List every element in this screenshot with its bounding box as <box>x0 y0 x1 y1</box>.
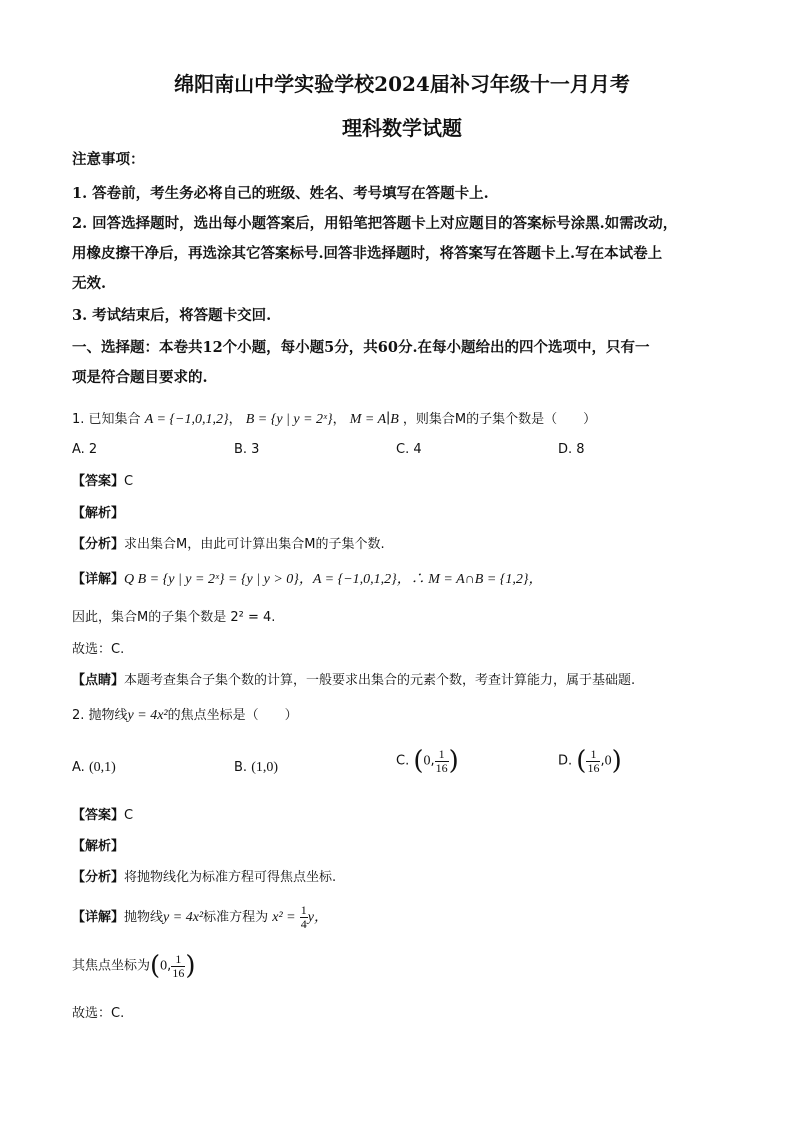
notice-item-1: 1. 答卷前，考生务必将自己的班级、姓名、考号填写在答题卡上. <box>72 185 489 202</box>
q2-focus-fraction <box>171 953 185 980</box>
q2-option-d-den: 16 <box>587 760 600 775</box>
q2-suffix: 的焦点坐标是（ ） <box>167 708 298 723</box>
q2-answer-tag: 【答案】 <box>72 808 125 823</box>
q2-fenxi: 将抛物线化为标准方程可得焦点坐标. <box>124 870 337 885</box>
q1-choose: 故选：C. <box>72 642 125 657</box>
q1-answer-line <box>72 472 732 492</box>
q1-prefix: 1. 已知集合 <box>72 412 141 427</box>
q2-option-c: C. (0, $\frac{1}{16}$ ) <box>396 746 459 776</box>
q2-answer: C <box>124 808 134 823</box>
q1-option-a: A. 2 <box>72 442 98 457</box>
q2-stem <box>72 706 732 726</box>
notice-heading: 注意事项： <box>72 151 145 168</box>
q2-option-d-num: 1 <box>586 748 600 762</box>
section-heading-1: 一、选择题：本卷共12个小题，每小题5分，共60分.在每小题给出的四个选项中，只有一 <box>72 339 650 356</box>
q2-detail-eq: y = 4x² <box>163 910 204 925</box>
q2-focus-line: 其焦点坐标为(0, $\frac{1}{16}$ ) <box>72 951 196 981</box>
q2-option-c-lparen: ( <box>413 746 424 776</box>
q2-option-c-num: 1 <box>435 748 449 762</box>
q2-fenxi-tag: 【分析】 <box>72 870 125 885</box>
q1-option-d: D. 8 <box>558 442 585 457</box>
q2-option-b-label: B. <box>234 760 248 775</box>
q2-option-c-den: 16 <box>435 760 448 775</box>
q1-detail: Q B = {y | y = 2ˣ} = {y | y > 0}，A = {−1,0,1,2}，∴ M = A∩B = {1,2}， <box>124 572 543 587</box>
q1-fenxi-line <box>72 535 732 555</box>
q2-option-d-lparen: ( <box>576 746 587 776</box>
q2-answer-line <box>72 806 732 826</box>
q1-dianjing: 本题考查集合子集个数的计算，一般要求出集合的元素个数，考查计算能力，属于基础题. <box>124 673 636 688</box>
q1-option-b: B. 3 <box>234 442 260 457</box>
notice-item-2a: 2. 回答选择题时，选出每小题答案后，用铅笔把答题卡上对应题目的答案标号涂黑.如需改动， <box>72 215 678 232</box>
q2-option-c-zero: 0 <box>423 753 431 769</box>
q2-option-b-value: (1,0) <box>251 760 279 775</box>
q1-conclusion: 因此，集合M的子集个数是 2² = 4. <box>72 610 276 625</box>
q2-detail-a: 抛物线 <box>124 910 164 925</box>
q1-detail-tag: 【详解】 <box>72 572 125 587</box>
q2-analysis-tag: 【解析】 <box>72 839 125 854</box>
section-heading-2: 项是符合题目要求的. <box>72 369 208 386</box>
notice-item-2c: 无效. <box>72 275 107 292</box>
q2-detail-b: 标准方程为 <box>203 910 269 925</box>
q2-option-d-label: D. <box>558 753 573 769</box>
q2-option-d: D. ( $\frac{1}{16}$ ,0) <box>558 746 622 776</box>
notice-item-2b: 用橡皮擦干净后，再选涂其它答案标号.回答非选择题时，将答案写在答题卡上.写在本试卷上 <box>72 245 663 262</box>
q1-dianjing-line <box>72 671 732 691</box>
q2-detail-tail: y， <box>307 910 328 925</box>
q2-detail-line <box>72 904 732 932</box>
q2-detail-tag: 【详解】 <box>72 910 125 925</box>
q2-option-a-value: (0,1) <box>88 760 116 775</box>
q2-option-d-rparen: ) <box>611 746 622 776</box>
q2-option-b <box>234 760 278 776</box>
q1-answer-tag: 【答案】 <box>72 474 125 489</box>
q1-set-m: M = A∣B <box>349 412 399 427</box>
q2-option-a <box>72 760 116 776</box>
q2-focus-num: 1 <box>171 953 185 967</box>
q2-option-d-zero: 0 <box>604 753 612 769</box>
q1-stem: 1. 已知集合 A = {−1,0,1,2}， B = {y | y = 2ˣ}， M = A∣B ，则集合M的子集个数是（ ） <box>72 412 597 427</box>
q2-option-a-label: A. <box>72 760 85 775</box>
q1-analysis-tag: 【解析】 <box>72 506 125 521</box>
q2-choose: 故选：C. <box>72 1006 125 1021</box>
q1-option-c: C. 4 <box>396 442 422 457</box>
q2-option-c-fraction <box>435 748 449 775</box>
q2-focus-text: 其焦点坐标为 <box>72 958 151 974</box>
q2-prefix: 2. 抛物线 <box>72 708 128 723</box>
notice-item-3: 3. 考试结束后，将答题卡交回. <box>72 307 272 324</box>
exam-title: 绵阳南山中学实验学校2024届补习年级十一月月考 <box>174 72 630 96</box>
q2-focus-lparen: ( <box>150 951 161 981</box>
q2-focus-zero: 0 <box>160 958 168 974</box>
q1-fenxi: 求出集合M，由此可计算出集合M的子集个数. <box>124 537 385 552</box>
q1-detail-line <box>72 570 732 590</box>
exam-subtitle: 理科数学试题 <box>342 116 462 140</box>
q1-dianjing-tag: 【点睛】 <box>72 673 125 688</box>
q2-focus-rparen: ) <box>185 951 196 981</box>
q1-answer: C <box>124 474 134 489</box>
q1-suffix: ，则集合M的子集个数是（ ） <box>402 412 597 427</box>
q2-focus-den: 16 <box>172 965 185 980</box>
q2-option-d-fraction <box>586 748 600 775</box>
q2-detail-fraction <box>300 904 308 931</box>
q1-set-a: A = {−1,0,1,2} <box>144 412 229 427</box>
q2-fenxi-line <box>72 868 732 888</box>
q1-set-b: B = {y | y = 2ˣ} <box>245 412 333 427</box>
q1-fenxi-tag: 【分析】 <box>72 537 125 552</box>
q2-detail-num: 1 <box>300 903 307 917</box>
q2-equation: y = 4x² <box>127 708 168 723</box>
q2-detail-eq2: x² = <box>272 910 296 925</box>
q2-option-c-rparen: ) <box>448 746 459 776</box>
q2-detail-den: 4 <box>300 917 307 931</box>
q2-option-c-label: C. <box>396 753 410 769</box>
